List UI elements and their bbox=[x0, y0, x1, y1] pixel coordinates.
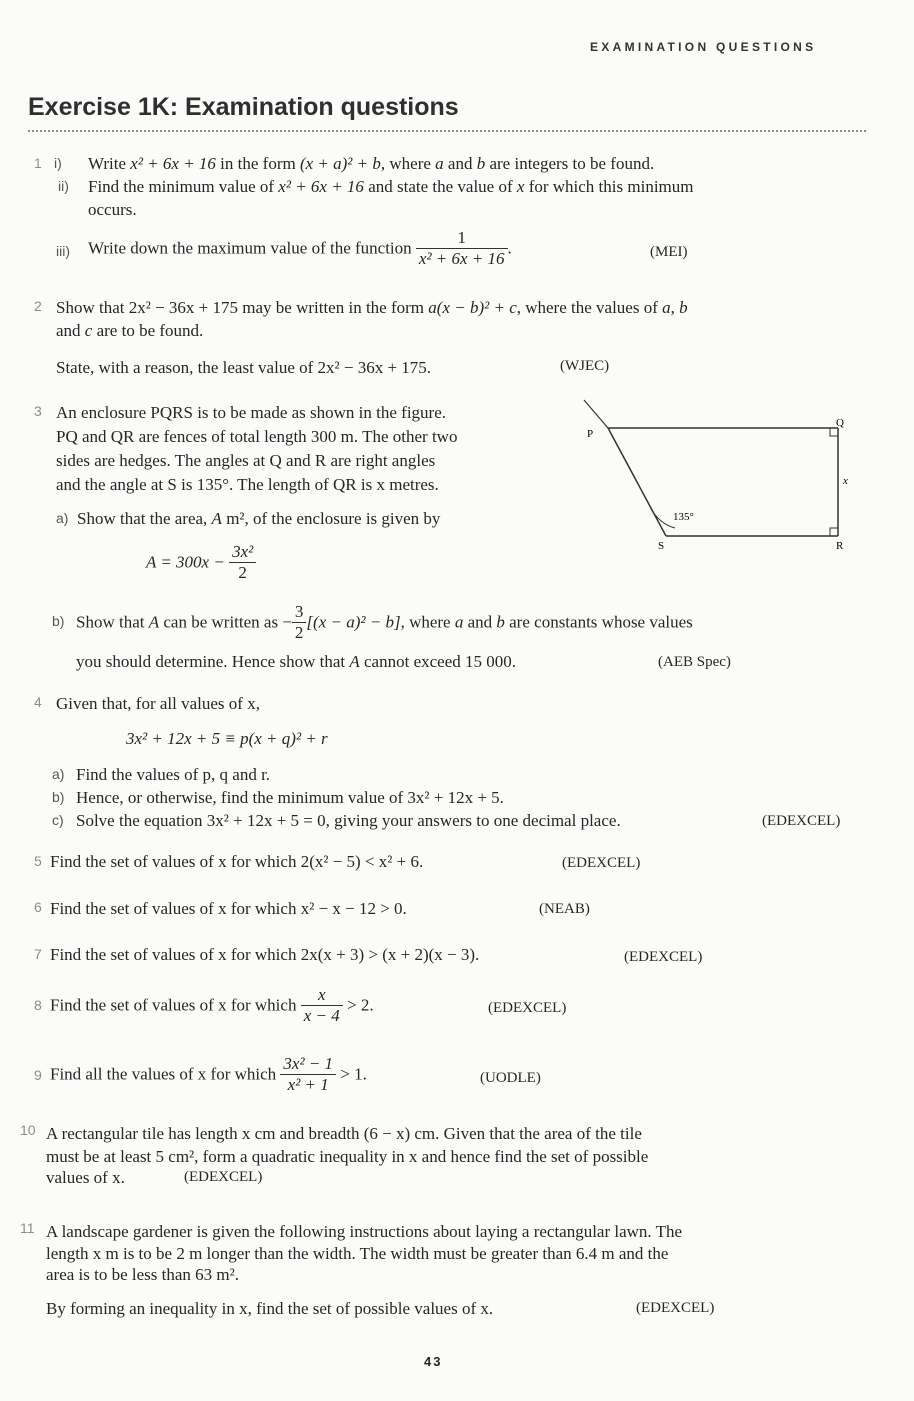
part-label: ii) bbox=[58, 178, 69, 194]
question-text: Find the set of values of x for which 2x(x + 3) > (x + 2)(x − 3). bbox=[50, 945, 480, 964]
question-text: State, with a reason, the least value of 2x² − 36x + 175. bbox=[56, 358, 432, 377]
question-text: you should determine. Hence show that A cannot exceed 15 000. bbox=[76, 652, 516, 671]
question-text: must be at least 5 cm², form a quadratic inequality in x and hence find the set of possible bbox=[46, 1147, 649, 1166]
question-text: Find the set of values of x for which $\frac{x}{x - 4}$ > 2. bbox=[50, 985, 374, 1025]
identity: 3x² + 12x + 5 ≡ p(x + q)² + r bbox=[126, 729, 328, 748]
source-tag: (AEB Spec) bbox=[658, 654, 731, 670]
question-text: Show that A can be written as − $\frac{3}{2}$ [(x − a)² − b], where a and b are constants whose values bbox=[76, 602, 693, 642]
title-rule bbox=[28, 130, 866, 132]
question-text: Given that, for all values of x, bbox=[56, 694, 260, 713]
question-number: 4 bbox=[34, 694, 42, 710]
part-label: a) bbox=[52, 766, 65, 782]
source-tag: (WJEC) bbox=[560, 358, 610, 374]
fraction: $\frac{\text{3x² − 1}}{\text{x² + 1}}$ bbox=[280, 1054, 336, 1095]
question-number: 9 bbox=[34, 1067, 42, 1083]
page-title: Exercise 1K: Examination questions bbox=[28, 93, 459, 121]
question-text: Find the values of p, q and r. bbox=[76, 765, 271, 784]
label-s: S bbox=[658, 540, 665, 552]
question-text: A landscape gardener is given the following instructions about laying a rectangular lawn. The bbox=[46, 1222, 683, 1241]
fraction: $\frac{x}{x - 4}$ bbox=[301, 985, 343, 1026]
question-number: 2 bbox=[34, 298, 42, 314]
question-text: PQ and QR are fences of total length 300 m. The other two bbox=[56, 427, 458, 446]
part-label: b) bbox=[52, 789, 65, 805]
question-text: Write down the maximum value of the function $\frac{1}{\text{x² + 6x + 16}}$ . bbox=[88, 228, 512, 268]
question-text: By forming an inequality in x, find the set of possible values of x. bbox=[46, 1299, 494, 1318]
part-label: c) bbox=[52, 812, 64, 828]
question-text: and c are to be found. bbox=[56, 321, 204, 340]
angle-label: 135° bbox=[673, 511, 694, 523]
part-label: iii) bbox=[56, 243, 70, 259]
question-number: 5 bbox=[34, 853, 42, 869]
question-text: and the angle at S is 135°. The length of QR is x metres. bbox=[56, 475, 439, 494]
label-p: P bbox=[587, 428, 594, 440]
source-tag: (EDEXCEL) bbox=[562, 855, 641, 871]
source-tag: (EDEXCEL) bbox=[488, 1000, 567, 1016]
question-text: sides are hedges. The angles at Q and R are right angles bbox=[56, 451, 436, 470]
question-text: length x m is to be 2 m longer than the width. The width must be greater than 6.4 m and the bbox=[46, 1244, 669, 1263]
fraction: $\frac{1}{\text{x² + 6x + 16}}$ bbox=[416, 228, 508, 269]
question-number: 7 bbox=[34, 946, 42, 962]
label-r: R bbox=[836, 540, 844, 552]
source-tag: (EDEXCEL) bbox=[762, 813, 841, 829]
question-text: Hence, or otherwise, find the minimum value of 3x² + 12x + 5. bbox=[76, 788, 504, 807]
part-label: b) bbox=[52, 613, 65, 629]
source-tag: (MEI) bbox=[650, 244, 688, 260]
enclosure-figure bbox=[570, 396, 860, 556]
formula: A = 300x − $\frac{\text{3x²}}{2}$ bbox=[146, 542, 256, 583]
part-label: i) bbox=[54, 155, 62, 171]
question-number: 3 bbox=[34, 403, 42, 419]
question-text: Solve the equation 3x² + 12x + 5 = 0, giving your answers to one decimal place. bbox=[76, 811, 621, 830]
question-text: values of x. bbox=[46, 1168, 125, 1187]
question-text: Show that the area, A m², of the enclosure is given by bbox=[77, 509, 441, 528]
label-q: Q bbox=[836, 417, 844, 429]
question-text: Write x² + 6x + 16 in the form (x + a)² + b, where a and b are integers to be found. bbox=[88, 154, 655, 173]
question-text: An enclosure PQRS is to be made as shown in the figure. bbox=[56, 403, 446, 422]
question-text: Find the set of values of x for which x² − x − 12 > 0. bbox=[50, 899, 407, 918]
part-label: a) bbox=[56, 510, 69, 526]
question-text: Find all the values of x for which $\frac{\text{3x² − 1}}{\text{x² + 1}}$ > 1. bbox=[50, 1054, 367, 1094]
question-number: 11 bbox=[20, 1220, 35, 1236]
question-text: Find the minimum value of x² + 6x + 16 and state the value of x for which this minimum bbox=[88, 177, 694, 196]
question-text: Show that 2x² − 36x + 175 may be written in the form a(x − b)² + c, where the values of a, b bbox=[56, 298, 688, 317]
fraction: $\frac{3}{2}$ bbox=[292, 602, 307, 643]
question-text: area is to be less than 63 m². bbox=[46, 1265, 239, 1284]
label-x: x bbox=[843, 475, 848, 487]
page-number: 43 bbox=[424, 1354, 443, 1369]
question-number: 8 bbox=[34, 997, 42, 1013]
running-head: EXAMINATION QUESTIONS bbox=[590, 40, 817, 54]
question-text: Find the set of values of x for which 2(x² − 5) < x² + 6. bbox=[50, 852, 424, 871]
question-number: 6 bbox=[34, 899, 42, 915]
question-number: 10 bbox=[20, 1122, 36, 1138]
fraction: $\frac{\text{3x²}}{2}$ bbox=[229, 542, 256, 583]
source-tag: (UODLE) bbox=[480, 1070, 541, 1086]
source-tag: (EDEXCEL) bbox=[624, 949, 703, 965]
question-number: 1 bbox=[34, 155, 42, 171]
source-tag: (NEAB) bbox=[539, 901, 590, 917]
question-text: occurs. bbox=[88, 200, 137, 219]
question-text: A rectangular tile has length x cm and breadth (6 − x) cm. Given that the area of the tile bbox=[46, 1124, 642, 1143]
source-tag: (EDEXCEL) bbox=[636, 1300, 715, 1316]
source-tag: (EDEXCEL) bbox=[184, 1169, 263, 1185]
